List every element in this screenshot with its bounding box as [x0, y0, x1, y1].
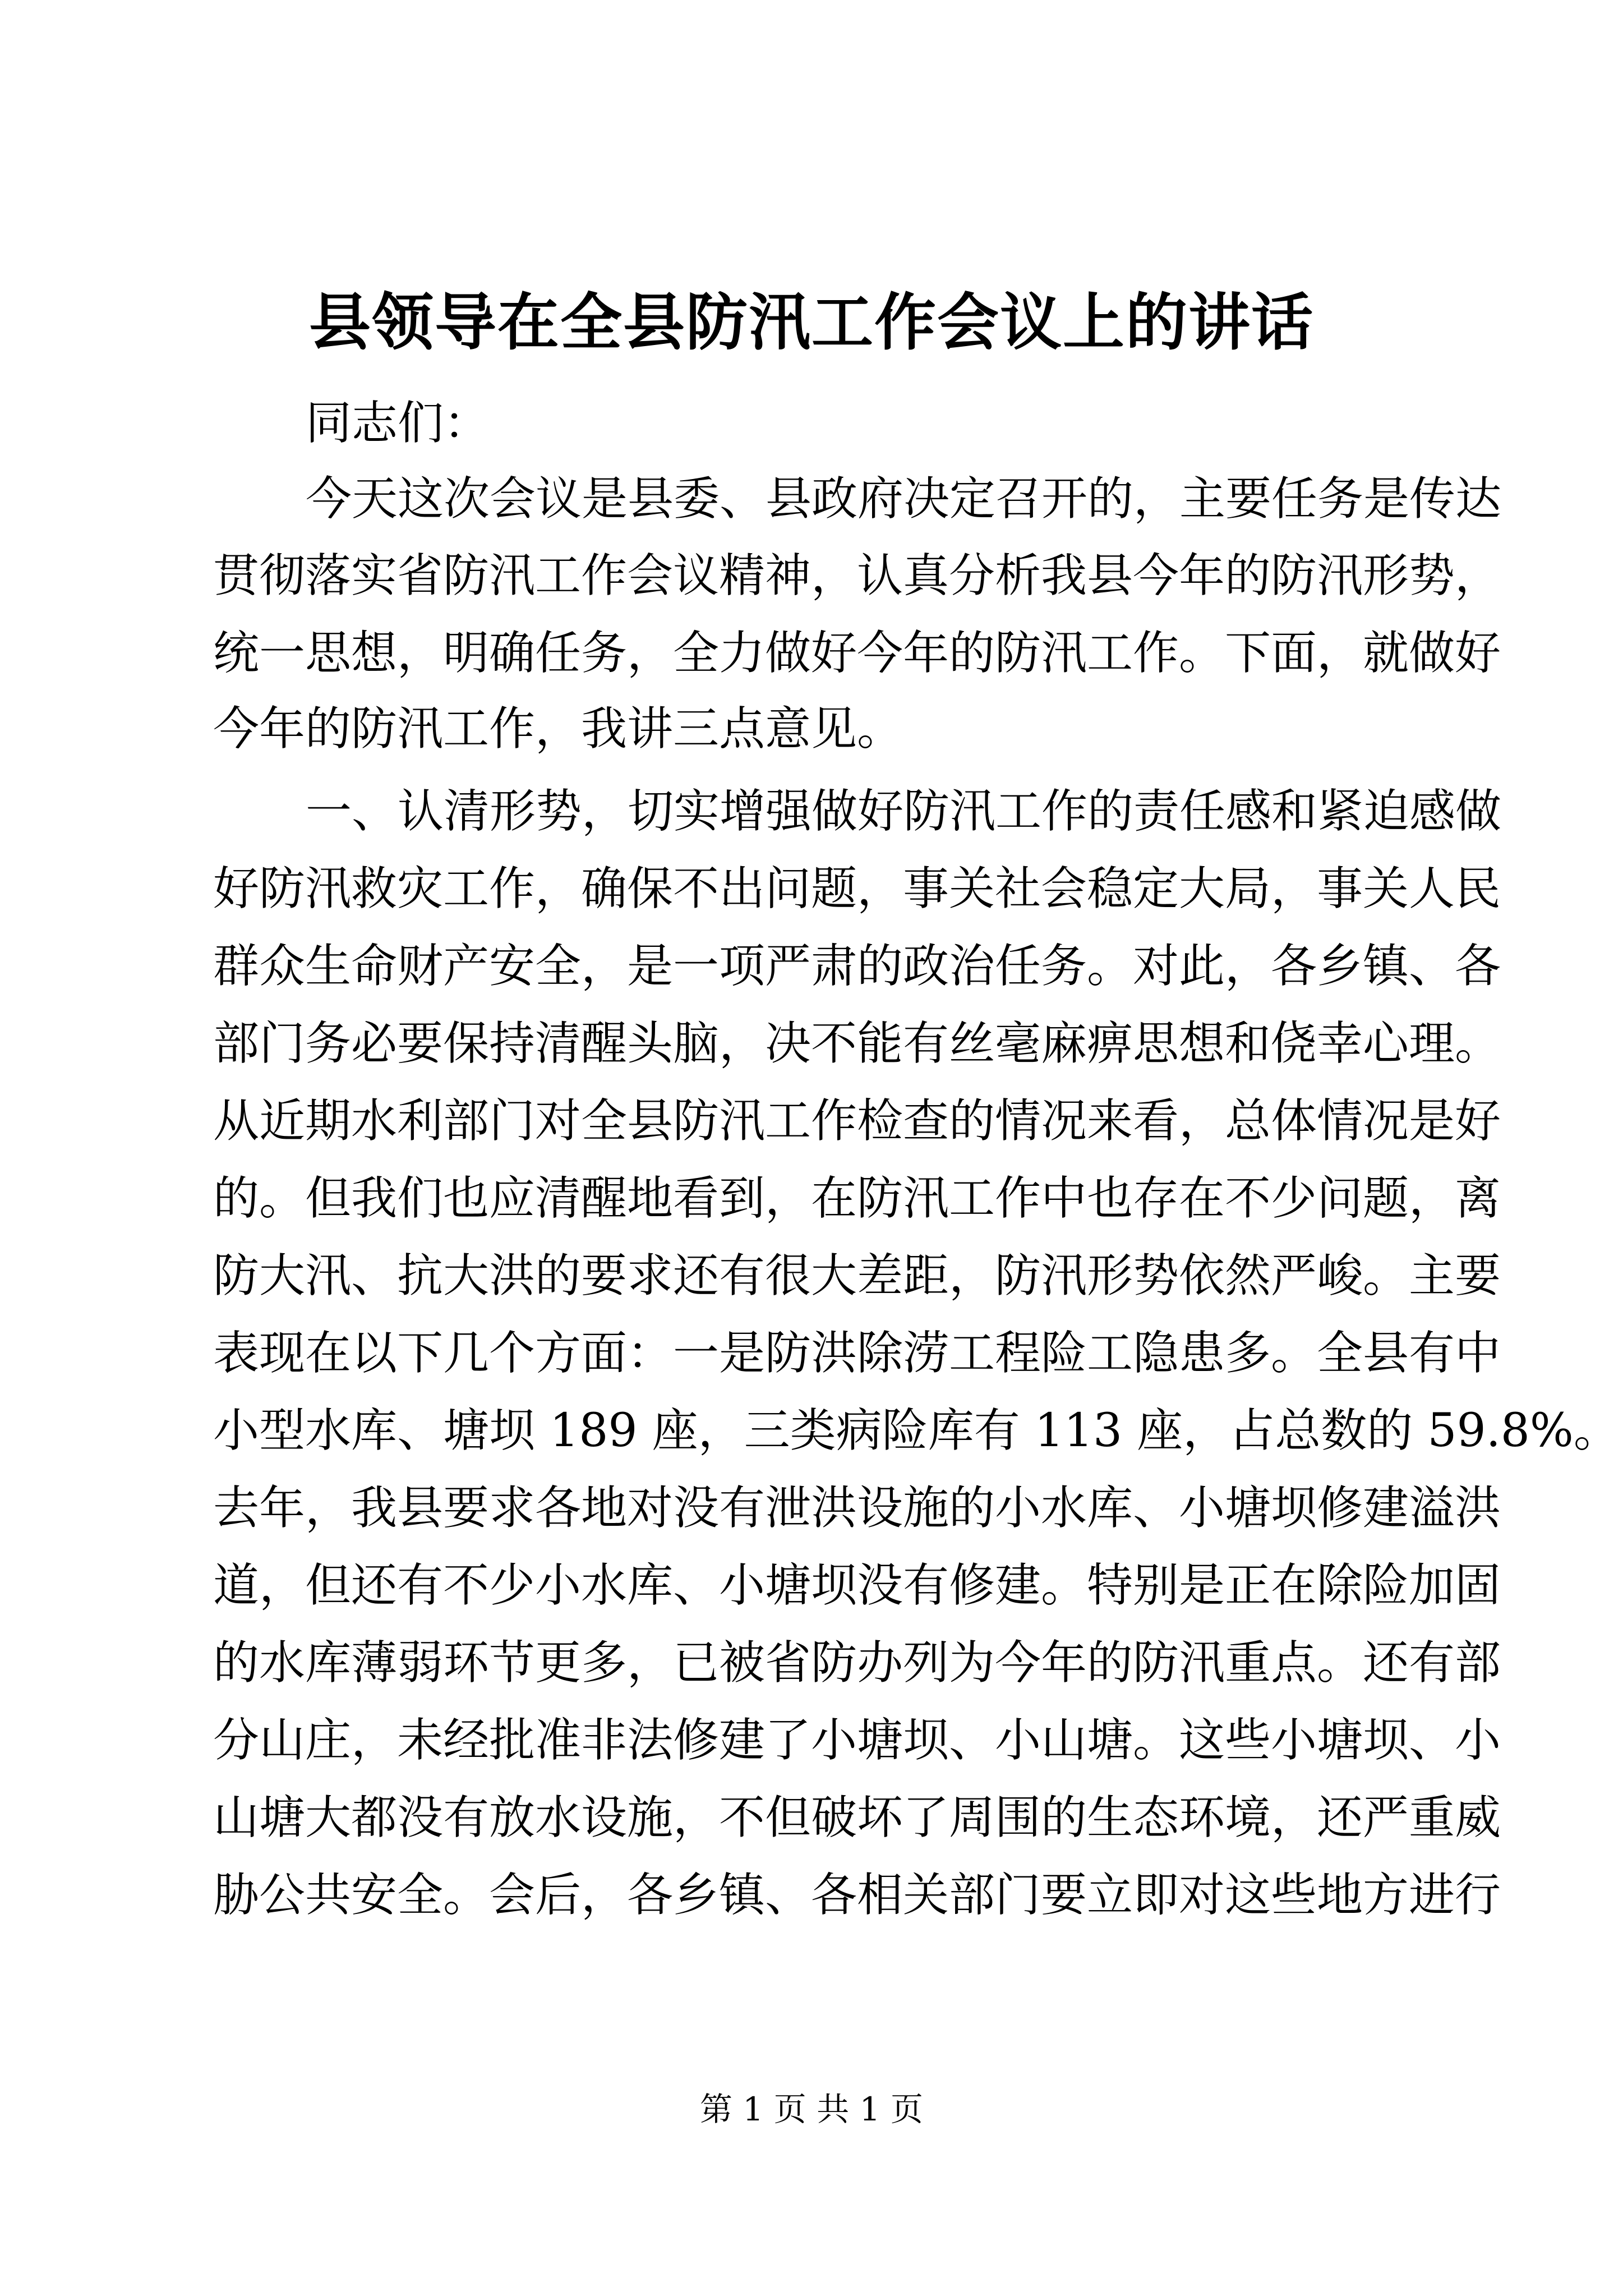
paragraph-line: 的水库薄弱环节更多，已被省防办列为今年的防汛重点。还有部 — [213, 1636, 1501, 1690]
paragraph-line: 防大汛、抗大洪的要求还有很大差距，防汛形势依然严峻。主要 — [213, 1249, 1501, 1303]
paragraph-line: 今天这次会议是县委、县政府决定召开的，主要任务是传达 — [306, 472, 1502, 526]
paragraph-line: 从近期水利部门对全县防汛工作检查的情况来看，总体情况是好 — [213, 1094, 1501, 1148]
paragraph-line: 表现在以下几个方面：一是防洪除涝工程险工隐患多。全县有中 — [213, 1327, 1501, 1380]
paragraph-line: 胁公共安全。会后，各乡镇、各相关部门要立即对这些地方进行 — [213, 1869, 1501, 1922]
paragraph-line: 道，但还有不少小水库、小塘坝没有修建。特别是正在除险加固 — [213, 1559, 1501, 1612]
salutation: 同志们： — [306, 397, 490, 450]
paragraph-line: 统一思想，明确任务，全力做好今年的防汛工作。下面，就做好 — [213, 627, 1501, 680]
paragraph-line: 山塘大都没有放水设施，不但破坏了周围的生态环境，还严重威 — [213, 1791, 1501, 1844]
paragraph-line: 群众生命财产安全，是一项严肃的政治任务。对此，各乡镇、各 — [213, 940, 1501, 993]
section-heading: 一、认清形势，切实增强做好防汛工作的责任感和紧迫感做 — [306, 785, 1502, 838]
paragraph-line: 部门务必要保持清醒头脑，决不能有丝毫麻痹思想和侥幸心理。 — [213, 1017, 1501, 1070]
page-number-footer: 第 1 页 共 1 页 — [700, 2090, 923, 2128]
paragraph-line: 小型水库、塘坝 189 座，三类病险库有 113 座，占总数的 59.8%。 — [213, 1404, 1620, 1457]
paragraph-line: 贯彻落实省防汛工作会议精神，认真分析我县今年的防汛形势， — [213, 549, 1501, 602]
paragraph-line: 好防汛救灾工作，确保不出问题，事关社会稳定大局，事关人民 — [213, 862, 1501, 915]
paragraph-line: 去年，我县要求各地对没有泄洪设施的小水库、小塘坝修建溢洪 — [213, 1481, 1501, 1535]
document-title: 县领导在全县防汛工作会议上的讲话 — [309, 286, 1314, 358]
paragraph-line: 分山庄，未经批准非法修建了小塘坝、小山塘。这些小塘坝、小 — [213, 1714, 1501, 1767]
paragraph-line: 的。但我们也应清醒地看到，在防汛工作中也存在不少问题，离 — [213, 1172, 1501, 1225]
paragraph-line: 今年的防汛工作，我讲三点意见。 — [213, 702, 903, 756]
